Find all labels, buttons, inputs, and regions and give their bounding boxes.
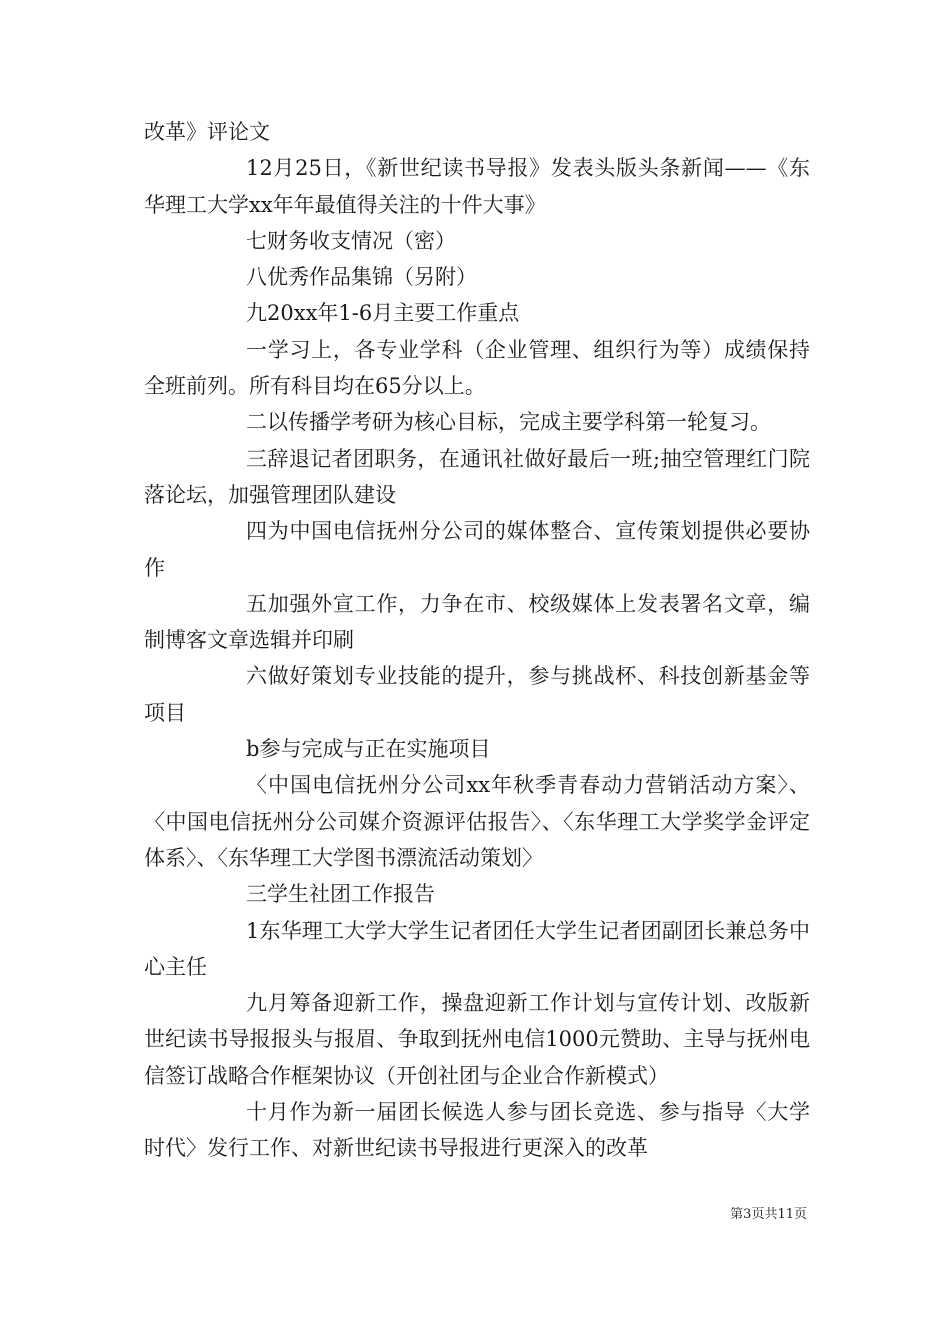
paragraph-8: 三辞退记者团职务，在通讯社做好最后一班;抽空管理红门院落论坛，加强管理团队建设 (144, 446, 810, 507)
paragraph-5: 九20xx年1-6月主要工作重点 (246, 301, 520, 326)
paragraph-1: 改革》评论文 (144, 120, 270, 144)
paragraph-7: 二以传播学考研为核心目标，完成主要学科第一轮复习。 (246, 410, 771, 435)
paragraph-15: 1东华理工大学大学生记者团任大学生记者团副团长兼总务中心主任 (144, 918, 810, 979)
paragraph-9: 四为中国电信抚州分公司的媒体整合、宣传策划提供必要协作 (144, 519, 810, 580)
paragraph-2: 12月25日，《新世纪读书导报》发表头版头条新闻——《东华理工大学xx年年最值得关注的十件大事》 (144, 156, 810, 217)
paragraph-6: 一学习上，各专业学科（企业管理、组织行为等）成绩保持全班前列。所有科目均在65分以上。 (144, 337, 810, 399)
paragraph-4: 八优秀作品集锦（另附） (246, 265, 477, 290)
paragraph-11: 六做好策划专业技能的提升，参与挑战杯、科技创新基金等项目 (144, 664, 810, 725)
paragraph-16: 九月筹备迎新工作，操盘迎新工作计划与宣传计划、改版新世纪读书导报报头与报眉、争取到抚州电信1000元赞助、主导与抚州电信签订战略合作框架协议（开创社团与企业合作新模式） (144, 991, 810, 1088)
paragraph-17: 十月作为新一届团长候选人参与团长竞选、参与指导〈大学时代〉发行工作、对新世纪读书导报进行更深入的改革 (144, 1100, 810, 1161)
paragraph-3: 七财务收支情况（密） (246, 228, 456, 253)
paragraph-12: b参与完成与正在实施项目 (246, 737, 491, 762)
paragraph-10: 五加强外宣工作，力争在市、校级媒体上发表署名文章，编制博客文章选辑并印刷 (144, 591, 810, 653)
document-body (144, 114, 810, 1167)
paragraph-14: 三学生社团工作报告 (246, 882, 435, 907)
page-number-footer: 第3页共11页 (730, 1207, 807, 1222)
paragraph-13: 〈中国电信抚州分公司xx年秋季青春动力营销活动方案〉、〈中国电信抚州分公司媒介资源评估报告〉、〈东华理工大学奖学金评定体系〉、〈东华理工大学图书漂流活动策划〉 (144, 773, 810, 870)
